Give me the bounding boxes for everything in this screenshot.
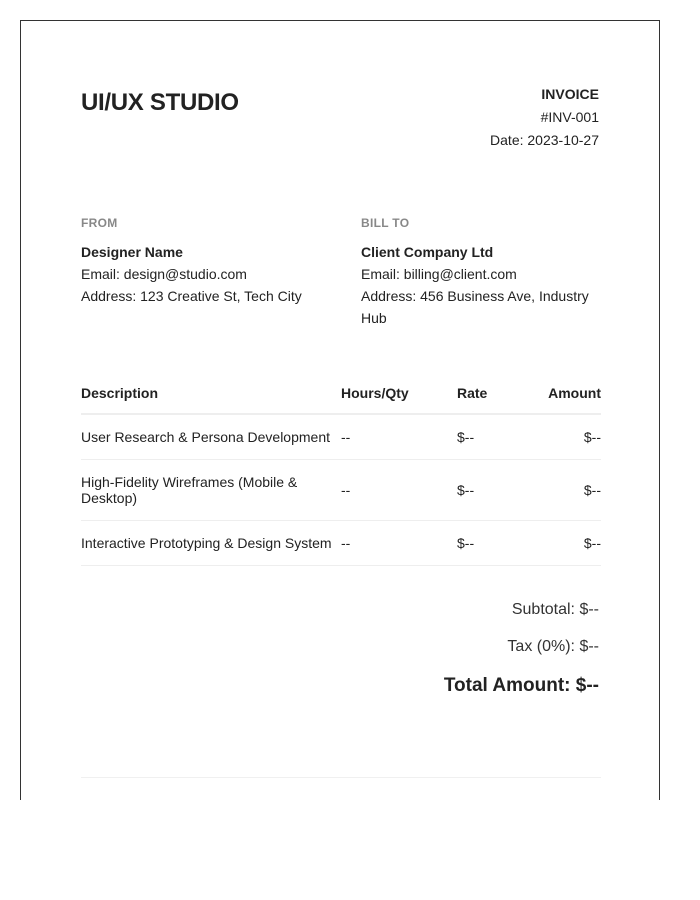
row-rate: $-- (457, 460, 527, 521)
invoice-meta (490, 83, 599, 152)
row-amount: $-- (527, 521, 601, 566)
header-rate: Rate (457, 377, 527, 414)
table-row (81, 414, 601, 460)
subtotal: Subtotal: $-- (511, 601, 599, 618)
row-qty: -- (341, 521, 457, 566)
from-name: Designer Name (81, 244, 183, 260)
row-rate: $-- (457, 414, 527, 460)
bill-to-email: Email: billing@client.com (361, 266, 517, 282)
row-description: User Research & Persona Development (81, 414, 341, 460)
total-amount: Total Amount: $-- (443, 675, 599, 696)
invoice-number: #INV-001 (540, 109, 599, 125)
bill-to-section (361, 215, 601, 329)
table-row (81, 521, 601, 566)
invoice-label: INVOICE (541, 86, 599, 102)
invoice-date: Date: 2023-10-27 (490, 132, 599, 148)
from-section (81, 215, 341, 307)
header-description: Description (81, 377, 341, 414)
row-amount: $-- (527, 460, 601, 521)
invoice-page (20, 20, 660, 800)
tax: Tax (0%): $-- (507, 638, 599, 655)
company-name: UI/UX STUDIO (81, 89, 239, 116)
row-rate: $-- (457, 521, 527, 566)
from-email: Email: design@studio.com (81, 266, 247, 282)
from-heading: FROM (81, 216, 118, 230)
from-address: Address: 123 Creative St, Tech City (81, 288, 302, 304)
row-description: High-Fidelity Wireframes (Mobile & Desktop) (81, 460, 341, 521)
bill-to-address: Address: 456 Business Ave, Industry Hub (361, 288, 589, 326)
line-items-table (81, 377, 601, 566)
footer-divider (81, 777, 601, 778)
header-qty: Hours/Qty (341, 377, 457, 414)
bill-to-name: Client Company Ltd (361, 244, 494, 260)
table-row (81, 460, 601, 521)
bill-to-heading: BILL TO (361, 216, 410, 230)
header-amount: Amount (527, 377, 601, 414)
totals-section (444, 601, 599, 697)
row-description: Interactive Prototyping & Design System (81, 521, 341, 566)
row-amount: $-- (527, 414, 601, 460)
row-qty: -- (341, 414, 457, 460)
row-qty: -- (341, 460, 457, 521)
table-header-row (81, 377, 601, 414)
